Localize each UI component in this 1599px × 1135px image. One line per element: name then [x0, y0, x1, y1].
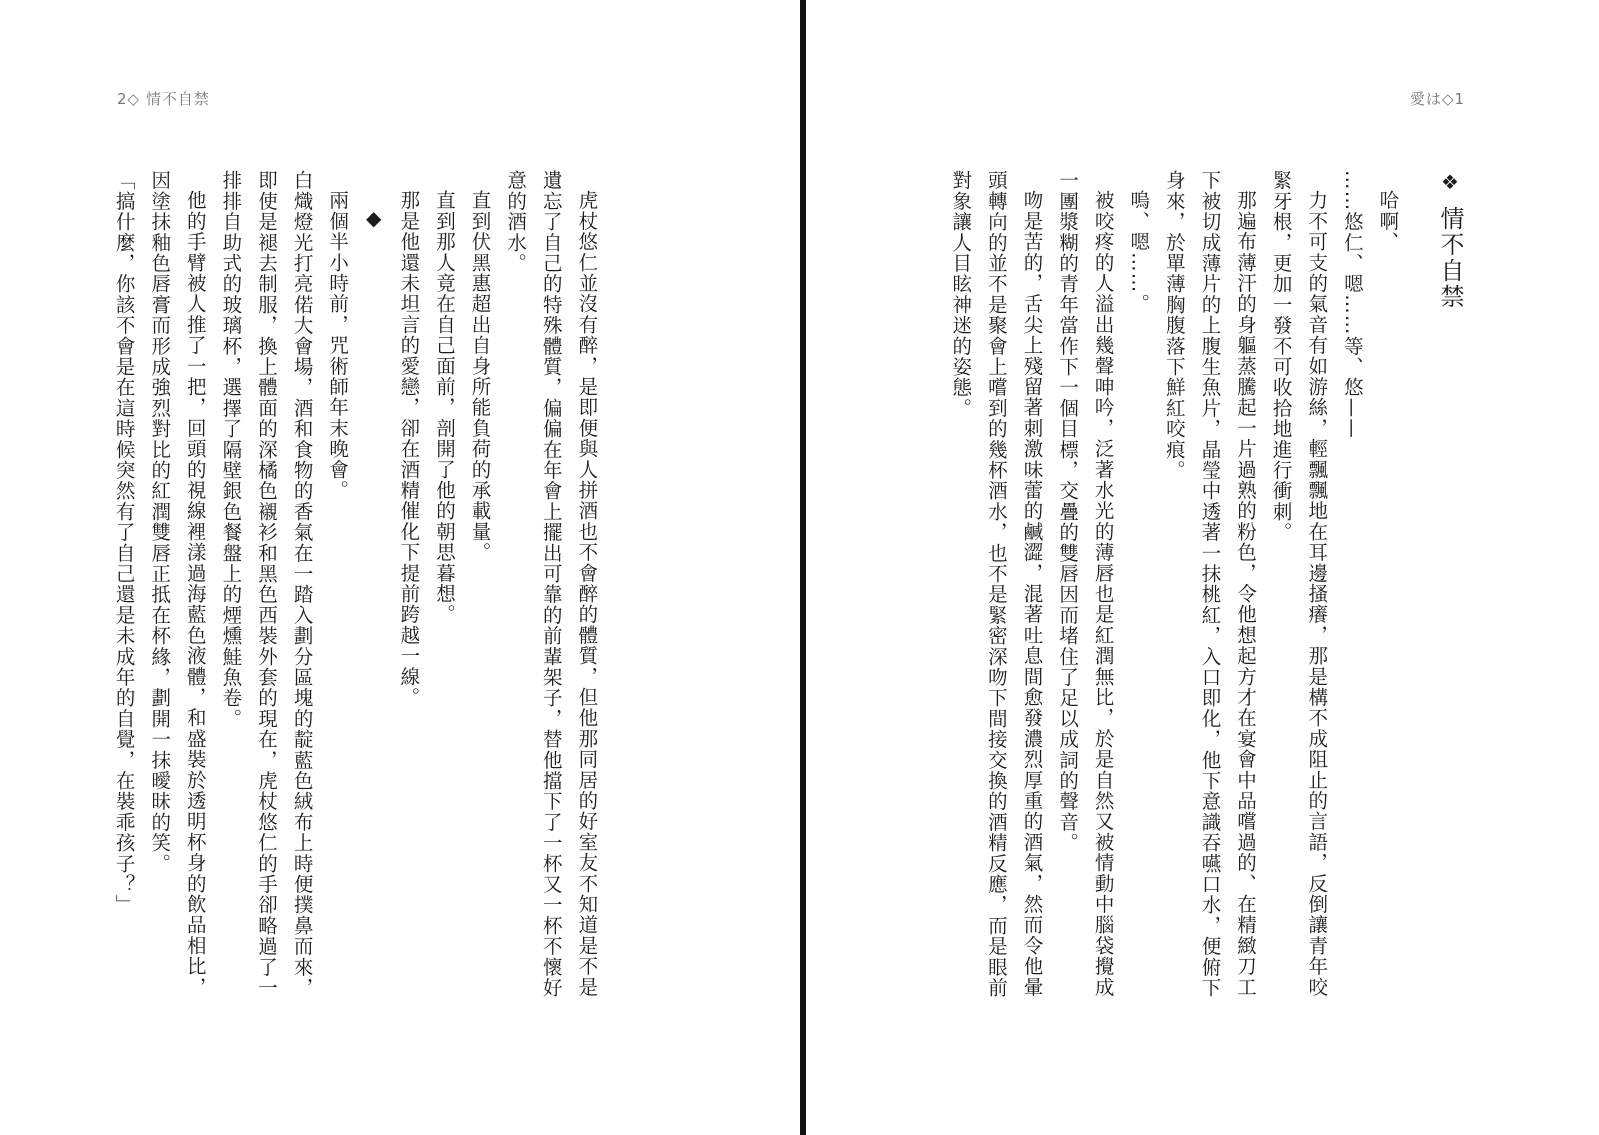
paragraph: 嗚、嗯……。: [1127, 189, 1151, 314]
paragraph: 兩個半小時前，咒術師年末晚會。: [326, 189, 350, 500]
running-head-left: 2◇ 情不自禁: [117, 90, 210, 108]
paragraph: 力不可支的氣音有如游絲，輕飄飄地在耳邊搔癢，那是構不成阻止的言語，反倒讓青年咬緊牙根，更加一發不可收拾地進行衝刺。: [1269, 170, 1329, 997]
paragraph: 那遍布薄汗的身軀蒸騰起一片過熟的粉色，令他想起方才在宴會中品嚐過的、在精緻刀工下被切成薄片的上腹生魚片，晶瑩中透著一抹桃紅，入口即化，他下意識吞嚥口水，便俯下身來，於單薄胸腹落下鮮紅咬痕。: [1162, 170, 1258, 998]
chapter-title-text: 情不自禁: [1436, 206, 1464, 310]
paragraph: 哈啊、: [1376, 189, 1400, 252]
left-page-body: [106, 170, 604, 1010]
chapter-ornament-icon: ❖: [1438, 170, 1462, 196]
section-break-diamond-icon: ◆: [361, 206, 386, 232]
dialogue-line: 「搞什麼，你該不會是在這時候突然有了自己還是未成年的自覺，在裝乖孩子？」: [112, 170, 136, 916]
paragraph: 白熾燈光打亮偌大會場，酒和食物的香氣在一踏入劃分區塊的靛藍色絨布上時便撲鼻而來，即使是褪去制服，換上體面的深橘色襯衫和黑色西裝外套的現在，虎杖悠仁的手卻略過了一排排自助式的玻璃杯，選擇了隔壁銀色餐盤上的煙燻鮭魚卷。: [219, 170, 314, 998]
paragraph: 虎杖悠仁並沒有醉，是即便與人拼酒也不會醉的體質，但他那同居的好室友不知道是不是遺忘了自己的特殊體質，偏偏在年會上擺出可靠的前輩架子，替他擋下了一杯又一杯不懷好意的酒水。: [504, 170, 599, 998]
paragraph: 被咬疼的人溢出幾聲呻吟，泛著水光的薄唇也是紅潤無比，於是自然又被情動中腦袋攪成一團漿糊的青年當作下一個目標，交疊的雙唇因而堵住了足以成詞的聲音。: [1056, 170, 1115, 997]
paragraph: 吻是苦的，舌尖上殘留著刺激味蕾的鹹澀，混著吐息間愈發濃烈厚重的酒氣，然而令他暈頭轉向的並不是聚會上嚐到的幾杯酒水，也不是緊密深吻下間接交換的酒精反應，而是眼前對象讓人目眩神迷的姿態。: [949, 170, 1044, 998]
running-head-right: 愛は◇1: [1410, 90, 1466, 108]
paragraph: 直到伏黑惠超出自身所能負荷的承載量。: [468, 189, 492, 563]
paragraph: 他的手臂被人推了一把，回頭的視線裡漾過海藍色液體，和盛裝於透明杯身的飲品相比，因塗抹釉色唇膏而形成強烈對比的紅潤雙唇正抵在杯緣，劃開一抹曖昧的笑。: [148, 170, 207, 997]
right-page-body: [943, 170, 1467, 1010]
chapter-title: [1431, 170, 1467, 1010]
paragraph: 那是他還未坦言的愛戀，卻在酒精催化下提前跨越一線。: [397, 189, 421, 707]
paragraph: ……悠仁、嗯……等、悠——: [1340, 170, 1364, 440]
paragraph: 直到那人竟在自己面前，剖開了他的朝思暮想。: [432, 189, 456, 625]
